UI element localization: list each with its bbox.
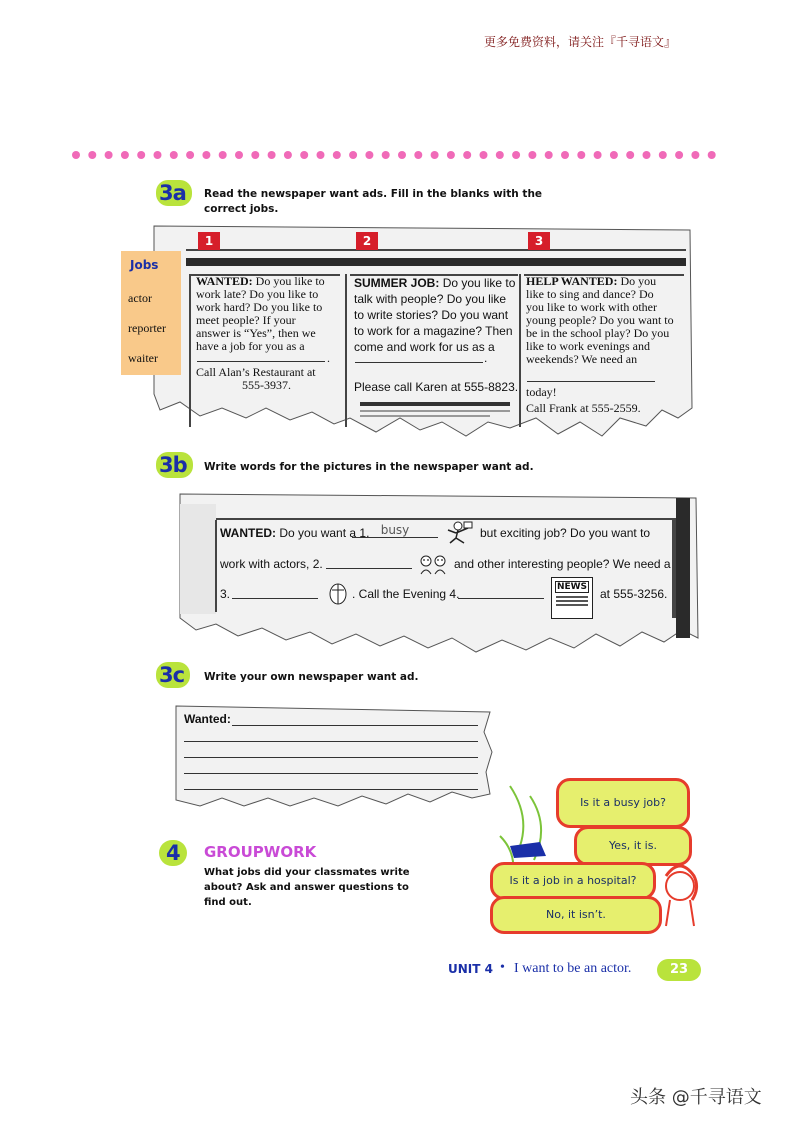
ad-1-call-line2: 555-3937.	[242, 378, 291, 392]
divider-dot	[219, 151, 227, 159]
divider-dot	[300, 151, 308, 159]
divider-dot	[594, 151, 602, 159]
ad-3b-lead: WANTED:	[220, 526, 276, 540]
divider-dot	[317, 151, 325, 159]
divider-dot	[480, 151, 488, 159]
answer-blank-2[interactable]	[326, 568, 412, 569]
instruction-3a-line2: correct jobs.	[204, 203, 279, 215]
divider-dot	[675, 151, 683, 159]
wanted-line[interactable]	[184, 789, 478, 790]
ad-3-line: like to work evenings and	[526, 339, 650, 353]
ad-number-3: 3	[528, 232, 550, 250]
waiter-picture	[326, 580, 350, 606]
ad-2-line: come and work for us as a	[354, 340, 495, 354]
ad-3-lead: HELP WANTED:	[526, 274, 618, 288]
ad-3-end2: Call Frank at 555-2559.	[526, 401, 641, 415]
ad-1-lead: WANTED:	[196, 274, 253, 288]
speech-bubble: Is it a busy job?	[556, 778, 690, 828]
divider-dot	[447, 151, 455, 159]
instruction-3b: Write words for the pictures in the newspaper want ad.	[204, 461, 534, 473]
divider-dot	[545, 151, 553, 159]
divider-dot	[577, 151, 585, 159]
divider-dot	[659, 151, 667, 159]
divider-dot	[251, 151, 259, 159]
divider-dot	[235, 151, 243, 159]
section-badge-3c: 3c	[156, 662, 190, 688]
divider-dot	[137, 151, 145, 159]
divider-dot	[463, 151, 471, 159]
ad-2-line: to work for a magazine? Then	[354, 324, 513, 338]
ad-1-line: work hard? Do you like to	[196, 300, 323, 314]
jobs-item-actor: actor	[128, 291, 152, 305]
ad-3-line: young people? Do you want to	[526, 313, 674, 327]
divider-dot	[333, 151, 341, 159]
ad-2-call: Please call Karen at 555-8823.	[354, 380, 519, 394]
ad-2-line: talk with people? Do you like	[354, 292, 507, 306]
ad-2-line: to write stories? Do you want	[354, 308, 509, 322]
ad-3-line: you like to work with other	[526, 300, 657, 314]
wanted-line[interactable]	[232, 725, 478, 726]
divider-dot	[349, 151, 357, 159]
newspaper-picture-label: NEWS	[556, 582, 588, 592]
ad-3b-line1	[220, 525, 369, 541]
newspaper-picture	[551, 577, 593, 619]
divider-dot	[105, 151, 113, 159]
instruction-3c: Write your own newspaper want ad.	[204, 671, 419, 683]
wanted-line[interactable]	[184, 773, 478, 774]
ad-3b-text: and other interesting people? We need a	[454, 557, 671, 571]
ad-3-line: be in the school play? Do you	[526, 326, 670, 340]
divider-dot	[170, 151, 178, 159]
divider-dot	[365, 151, 373, 159]
jobs-box-title: Jobs	[130, 258, 159, 272]
groupwork-line: What jobs did your classmates write	[204, 867, 410, 878]
ad-3b-text: . Call the Evening 4.	[352, 587, 460, 601]
ad-1-line: meet people? If your	[196, 313, 296, 327]
divider-dot	[626, 151, 634, 159]
divider-dot	[691, 151, 699, 159]
jobs-item-waiter: waiter	[128, 351, 158, 365]
divider-dot	[610, 151, 618, 159]
groupwork-instruction	[204, 865, 410, 910]
ad-1-line: Do you like to	[255, 274, 325, 288]
ad-3-blank[interactable]	[527, 381, 655, 382]
ad-1-call-line1: Call Alan’s Restaurant at	[196, 365, 316, 379]
ad-1-line: work late? Do you like to	[196, 287, 319, 301]
divider-dot	[284, 151, 292, 159]
jobs-box	[121, 251, 181, 375]
top-note: 更多免费资料，请关注『千寻语文』	[484, 35, 677, 49]
ad-3-line: weekends? We need an	[526, 352, 638, 366]
divider-dot	[431, 151, 439, 159]
divider-dot	[398, 151, 406, 159]
divider-dot	[561, 151, 569, 159]
ad-1-blank[interactable]	[197, 361, 325, 362]
ad-3b-text: work with actors, 2.	[220, 557, 323, 571]
wanted-line[interactable]	[184, 741, 478, 742]
dotted-divider	[72, 150, 724, 160]
answer-blank-4[interactable]	[458, 598, 544, 599]
speech-bubble: Is it a job in a hospital?	[490, 862, 656, 900]
ad-number-2: 2	[356, 232, 378, 250]
divider-dot	[186, 151, 194, 159]
speech-bubble: Yes, it is.	[574, 826, 692, 866]
wanted-line[interactable]	[184, 757, 478, 758]
jobs-item-reporter: reporter	[128, 321, 166, 335]
divider-dot	[414, 151, 422, 159]
ad-1-line: answer is “Yes”, then we	[196, 326, 316, 340]
ad-2-lead: SUMMER JOB:	[354, 276, 440, 290]
ad-2-blank[interactable]	[355, 362, 483, 363]
divider-dot	[512, 151, 520, 159]
divider-dot	[202, 151, 210, 159]
instruction-3a-line1: Read the newspaper want ads. Fill in the blanks with the	[204, 188, 543, 200]
divider-dot	[121, 151, 129, 159]
footer-title: I want to be an actor.	[514, 961, 632, 976]
ad-3-line: Do you	[620, 274, 657, 288]
watermark: 头条 @千寻语文	[630, 1087, 762, 1108]
divider-dot	[88, 151, 96, 159]
divider-dot	[268, 151, 276, 159]
divider-dot	[708, 151, 716, 159]
footer-unit: UNIT 4	[448, 962, 493, 976]
page-number: 23	[657, 959, 701, 981]
ad-1-line: have a job for you as a	[196, 339, 305, 353]
section-badge-3a: 3a	[156, 180, 192, 206]
groupwork-line: about? Ask and answer questions to	[204, 882, 409, 893]
ad-2-line: Do you like to	[442, 276, 516, 290]
actors-picture	[418, 554, 448, 576]
divider-dot	[154, 151, 162, 159]
divider-dot	[72, 151, 80, 159]
ad-3b-text: Do you want a 1.	[279, 526, 370, 540]
ad-3b-text: but exciting job? Do you want to	[480, 526, 651, 540]
section-badge-4: 4	[159, 840, 187, 866]
answer-blank-3[interactable]	[232, 598, 318, 599]
instruction-3a	[204, 187, 542, 217]
divider-dot	[382, 151, 390, 159]
groupwork-line: find out.	[204, 897, 252, 908]
ad-number-1: 1	[198, 232, 220, 250]
groupwork-title: GROUPWORK	[204, 843, 317, 861]
ad-1	[196, 275, 338, 353]
ad-3	[526, 275, 682, 366]
divider-dot	[496, 151, 504, 159]
ad-3b-text: at 555-3256.	[600, 587, 668, 601]
section-badge-3b: 3b	[156, 452, 193, 478]
ad-3b-text: 3.	[220, 587, 231, 601]
divider-dot	[528, 151, 536, 159]
ad-2	[354, 275, 516, 355]
busy-worker-picture	[446, 520, 474, 544]
ad-3-end1: today!	[526, 385, 557, 399]
ad-3-line: like to sing and dance? Do	[526, 287, 654, 301]
wanted-label: Wanted:	[184, 712, 231, 726]
footer-bullet: •	[500, 960, 505, 975]
divider-dot	[643, 151, 651, 159]
answer-blank-1[interactable]: busy	[352, 523, 438, 538]
speech-bubble: No, it isn’t.	[490, 896, 662, 934]
